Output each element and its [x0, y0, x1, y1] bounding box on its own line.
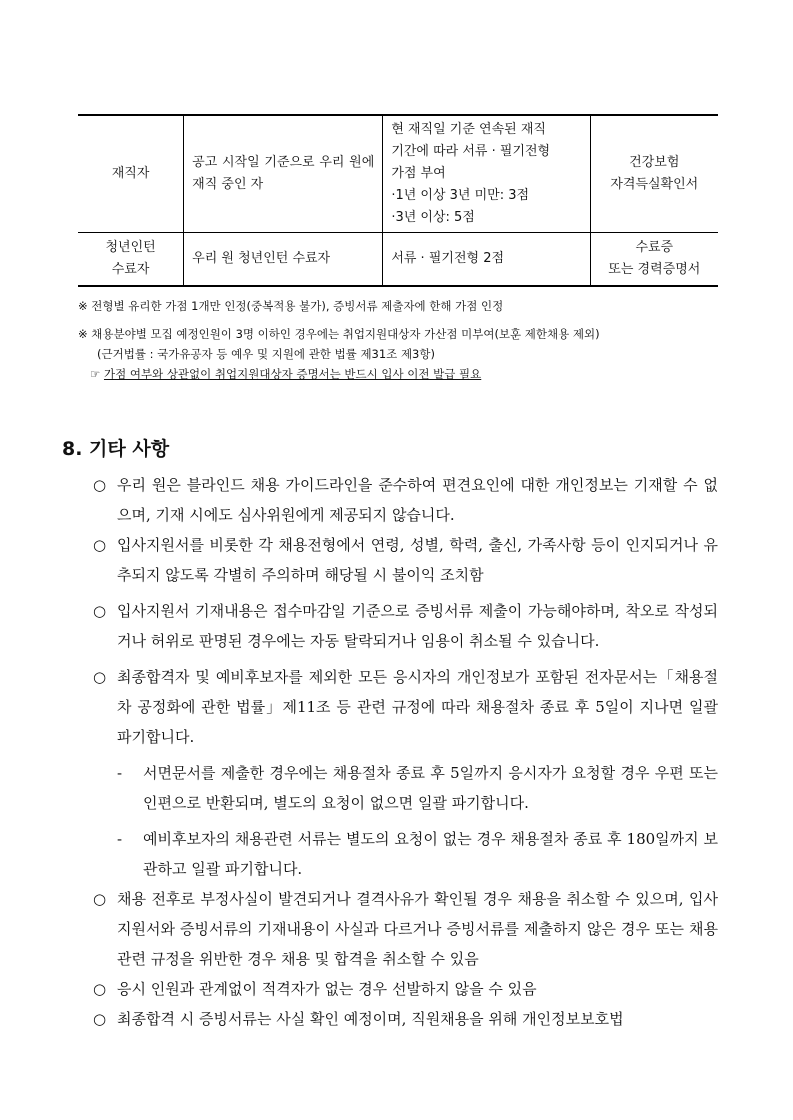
circle-bullet-icon: ○ [93, 602, 107, 620]
list-item [93, 530, 718, 590]
condition-cell: 우리 원 청년인턴 수료자 [184, 233, 383, 287]
circle-bullet-icon: ○ [93, 890, 107, 908]
dash-bullet-icon: - [117, 764, 123, 782]
note-veteran-bonus: ※ 채용분야별 모집 예정인원이 3명 이하인 경우에는 취업지원대상자 가산점 미부여(보훈 제한채용 제외) [78, 327, 600, 341]
proof-cell [590, 233, 718, 287]
list-item-text: 입사지원서를 비롯한 각 채용전형에서 연령, 성별, 학력, 출신, 가족사항 등이 인지되거나 유추되지 않도록 각별히 주의하며 해당될 시 불이익 조치함 [117, 536, 718, 584]
benefit-cell: 서류 · 필기전형 2점 [383, 233, 590, 287]
circle-bullet-icon: ○ [93, 476, 107, 494]
note-legal-basis: (근거법률 : 국가유공자 등 예우 및 지원에 관한 법률 제31조 제3항) [97, 347, 435, 361]
list-item [93, 974, 718, 1004]
note-certificate-text: 가점 여부와 상관없이 취업지원대상자 증명서는 반드시 입사 이전 발급 필요 [103, 367, 482, 381]
note-single-bonus: ※ 전형별 유리한 가점 1개만 인정(중복적용 불가), 증빙서류 제출자에 한해 가점 인정 [78, 299, 504, 313]
proof-cell [590, 115, 718, 233]
circle-bullet-icon: ○ [93, 1010, 107, 1028]
target-line: 청년인턴 [105, 240, 156, 255]
dash-bullet-icon: - [117, 830, 123, 848]
proof-line: 건강보험 [629, 155, 680, 170]
list-item-text: 응시 인원과 관계없이 적격자가 없는 경우 선발하지 않을 수 있음 [117, 980, 537, 998]
list-item [93, 884, 718, 974]
list-item-text: 최종합격 시 증빙서류는 사실 확인 예정이며, 직원채용을 위해 개인정보보호법 [117, 1010, 624, 1028]
sub-list-item-text: 예비후보자의 채용관련 서류는 별도의 요청이 없는 경우 채용절차 종료 후 180일까지 보관하고 일괄 파기합니다. [143, 830, 718, 878]
table-row [78, 233, 718, 287]
list-item [93, 662, 718, 752]
benefit-line: 기간에 따라 서류 · 필기전형 [391, 144, 551, 159]
proof-line: 수료증 [635, 240, 674, 255]
benefit-line: 현 재직일 기준 연속된 재직 [391, 122, 546, 137]
circle-bullet-icon: ○ [93, 980, 107, 998]
list-item [93, 470, 718, 530]
note-certificate [78, 364, 738, 384]
benefit-cell [383, 115, 590, 233]
list-item-text: 채용 전후로 부정사실이 발견되거나 결격사유가 확인될 경우 채용을 취소할 수 있으며, 입사지원서와 증빙서류의 기재내용이 사실과 다르거나 증빙서류를 제출하지 않은 경우 또는 채용 관련 규정을 위반한 경우 채용 및 합격을 취소할 수 있음 [117, 890, 718, 968]
proof-line: 자격득실확인서 [610, 177, 699, 192]
sub-list-item [93, 758, 718, 818]
table-notes [78, 296, 738, 384]
condition-cell: 공고 시작일 기준으로 우리 원에 재직 중인 자 [184, 115, 383, 233]
section-title: 8. 기타 사항 [62, 438, 170, 460]
target-line: 수료자 [111, 262, 150, 277]
section-body [93, 470, 718, 1034]
benefit-line: ·3년 이상: 5점 [391, 210, 475, 225]
sub-list-item-text: 서면문서를 제출한 경우에는 채용절차 종료 후 5일까지 응시자가 요청할 경우 우편 또는 인편으로 반환되며, 별도의 요청이 없으면 일괄 파기합니다. [143, 764, 718, 812]
list-item-text: 입사지원서 기재내용은 접수마감일 기준으로 증빙서류 제출이 가능해야하며, 착오로 작성되거나 허위로 판명된 경우에는 자동 탈락되거나 임용이 취소될 수 있습니다. [117, 602, 718, 650]
benefit-line: 가점 부여 [391, 166, 446, 181]
list-item [93, 1004, 718, 1034]
target-cell [78, 233, 184, 287]
circle-bullet-icon: ○ [93, 668, 107, 686]
table-row [78, 115, 718, 233]
list-item-text: 최종합격자 및 예비후보자를 제외한 모든 응시자의 개인정보가 포함된 전자문서는「채용절차 공정화에 관한 법률」제11조 등 관련 규정에 따라 채용절차 종료 후 5일이 지나면 일괄 파기합니다. [117, 668, 718, 746]
circle-bullet-icon: ○ [93, 536, 107, 554]
proof-line: 또는 경력증명서 [608, 262, 701, 277]
bonus-criteria-table [78, 114, 718, 287]
target-cell: 재직자 [78, 115, 184, 233]
benefit-line: ·1년 이상 3년 미만: 3점 [391, 188, 530, 203]
list-item-text: 우리 원은 블라인드 채용 가이드라인을 준수하여 편견요인에 대한 개인정보는 기재할 수 없으며, 기재 시에도 심사위원에게 제공되지 않습니다. [117, 476, 718, 524]
sub-list-item [93, 824, 718, 884]
list-item [93, 596, 718, 656]
pointing-hand-icon: ☞ [90, 367, 104, 381]
